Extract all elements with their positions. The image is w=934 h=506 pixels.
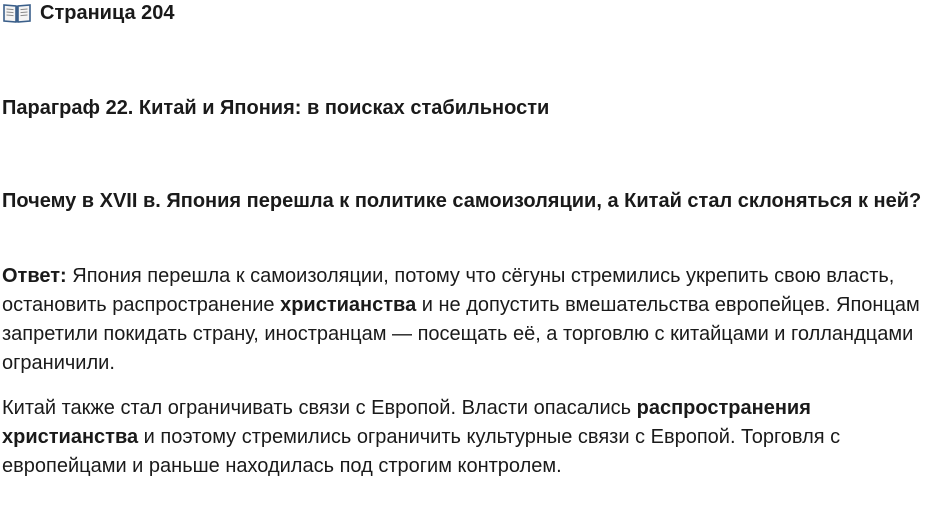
- answer-text-part2: и не допустить вмешательства европейцев. Японцам запретили покидать страну, иностранцам — посещать её, а торговлю с китайцами и голландцами ограничили.: [2, 294, 920, 374]
- answer-paragraph: [2, 262, 932, 378]
- china-keyword-spread-christianity: распространения христианства: [2, 397, 811, 448]
- answer-keyword-christianity: христианства: [280, 294, 417, 316]
- china-text-part2: и поэтому стремились ограничить культурные связи с Европой. Торговля с европейцами и раньше находилась под строгим контролем.: [2, 426, 841, 477]
- section-title: Параграф 22. Китай и Япония: в поисках стабильности: [2, 97, 550, 119]
- open-book-icon: [2, 2, 32, 24]
- china-paragraph: [2, 394, 932, 481]
- answer-text-part1: Япония перешла к самоизоляции, потому что сёгуны стремились укрепить свою власть, остановить распространение: [2, 265, 895, 316]
- china-text-part1: Китай также стал ограничивать связи с Европой. Власти опасались: [2, 397, 637, 419]
- page-header: [2, 0, 175, 26]
- question-text: Почему в XVII в. Япония перешла к политике самоизоляции, а Китай стал склоняться к ней?: [2, 190, 922, 212]
- answer-label: Ответ:: [2, 265, 67, 287]
- page-number-label: Страница 204: [40, 2, 175, 24]
